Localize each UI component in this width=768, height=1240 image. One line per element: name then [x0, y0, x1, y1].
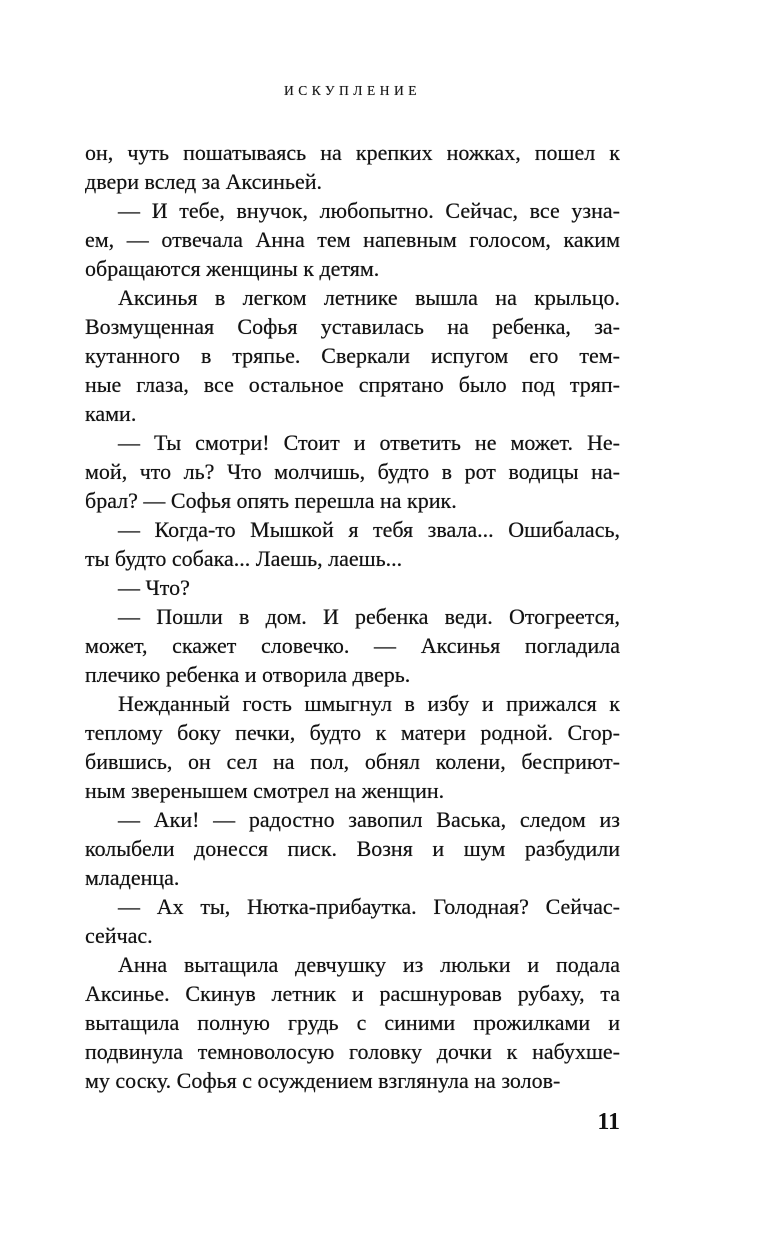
- paragraph: [85, 892, 620, 950]
- paragraph: [85, 138, 620, 196]
- text-line: — Что?: [118, 575, 190, 600]
- paragraph: [85, 689, 620, 805]
- body-text: [85, 138, 620, 1095]
- text-line: Нежданный гость шмыгнул в избу и прижался к: [118, 691, 620, 716]
- running-head: ИСКУПЛЕНИЕ: [284, 83, 421, 98]
- paragraph: [85, 196, 620, 283]
- text-line: ным зверенышем смотрел на женщин.: [85, 778, 445, 803]
- text-line: бившись, он сел на пол, обнял колени, бесприют-: [85, 749, 620, 774]
- paragraph: [85, 573, 620, 602]
- paragraph: [85, 428, 620, 515]
- text-line: теплому боку печки, будто к матери родной. Сгор-: [85, 720, 620, 745]
- text-line: плечико ребенка и отворила дверь.: [85, 662, 411, 687]
- page-number: 11: [597, 1109, 620, 1135]
- text-line: вытащила полную грудь с синими прожилками и: [85, 1010, 620, 1035]
- text-line: — Пошли в дом. И ребенка веди. Отогреется,: [118, 604, 620, 629]
- text-line: — Ах ты, Нютка-прибаутка. Голодная? Сейчас-: [118, 894, 620, 919]
- text-line: он, чуть пошатываясь на крепких ножках, пошел к: [85, 140, 620, 165]
- text-line: Возмущенная Софья уставилась на ребенка, за-: [85, 314, 620, 339]
- text-line: — Аки! — радостно завопил Васька, следом из: [118, 807, 620, 832]
- text-line: му соску. Софья с осуждением взглянула на золов-: [85, 1068, 561, 1093]
- text-line: Анна вытащила девчушку из люльки и подала: [118, 952, 620, 977]
- text-line: ты будто собака... Лаешь, лаешь...: [85, 546, 403, 571]
- text-line: — Ты смотри! Стоит и ответить не может. Не-: [118, 430, 620, 455]
- text-line: подвинула темноволосую головку дочки к набухше-: [85, 1039, 620, 1064]
- text-line: младенца.: [85, 865, 180, 890]
- text-line: Аксинье. Скинув летник и расшнуровав рубаху, та: [85, 981, 620, 1006]
- text-line: мой, что ль? Что молчишь, будто в рот водицы на-: [85, 459, 620, 484]
- text-line: брал? — Софья опять перешла на крик.: [85, 488, 457, 513]
- text-line: Аксинья в легком летнике вышла на крыльцо.: [118, 285, 620, 310]
- text-line: обращаются женщины к детям.: [85, 256, 380, 281]
- text-line: ные глаза, все остальное спрятано было под тряп-: [85, 372, 620, 397]
- paragraph: [85, 950, 620, 1095]
- paragraph: [85, 515, 620, 573]
- text-line: ем, — отвечала Анна тем напевным голосом, каким: [85, 227, 620, 252]
- text-line: кутанного в тряпье. Сверкали испугом его тем-: [85, 343, 620, 368]
- text-line: — Когда-то Мышкой я тебя звала... Ошибалась,: [118, 517, 620, 542]
- text-line: — И тебе, внучок, любопытно. Сейчас, все узна-: [118, 198, 620, 223]
- text-line: сейчас.: [85, 923, 153, 948]
- text-line: двери вслед за Аксиньей.: [85, 169, 323, 194]
- text-line: ками.: [85, 401, 137, 426]
- text-line: колыбели донесся писк. Возня и шум разбудили: [85, 836, 620, 861]
- text-line: может, скажет словечко. — Аксинья погладила: [85, 633, 620, 658]
- paragraph: [85, 805, 620, 892]
- paragraph: [85, 283, 620, 428]
- paragraph: [85, 602, 620, 689]
